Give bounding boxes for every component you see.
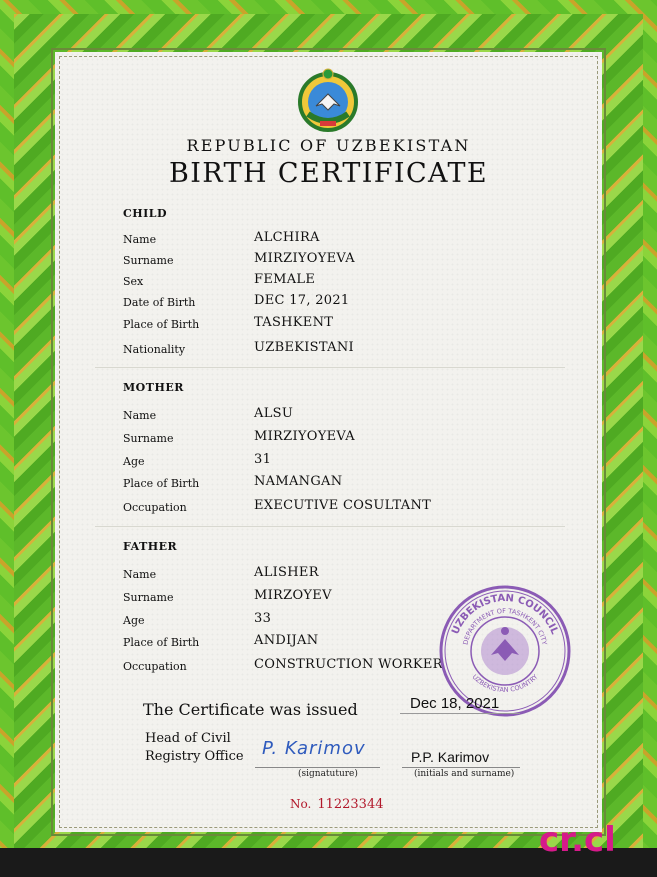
signature-underline [255, 767, 380, 768]
field-value: NAMANGAN [254, 474, 343, 489]
field-label: Place of Birth [123, 477, 200, 490]
field-label: Age [123, 614, 145, 627]
section-mother: MOTHER [123, 381, 184, 394]
field-label: Name [123, 409, 157, 422]
issued-text: The Certificate was issued [143, 700, 358, 719]
number-prefix: No. [290, 797, 312, 811]
field-value: MIRZIYOYEVA [254, 251, 355, 266]
seal-bottom-text: UZBEKISTAN COUNTRY [470, 672, 540, 694]
field-value: ALSU [254, 406, 294, 421]
field-value: 31 [254, 452, 272, 467]
field-label: Surname [123, 432, 174, 445]
field-value: ALCHIRA [254, 230, 320, 245]
field-label: Date of Birth [123, 296, 196, 309]
field-label: Place of Birth [123, 318, 200, 331]
field-label: Surname [123, 591, 174, 604]
field-label: Name [123, 233, 157, 246]
section-father: FATHER [123, 540, 178, 553]
state-emblem-icon [294, 66, 362, 134]
certificate-number [290, 797, 384, 812]
field-value: TASHKENT [254, 315, 334, 330]
republic-heading: REPUBLIC OF UZBEKISTAN [186, 136, 471, 155]
field-label: Place of Birth [123, 636, 200, 649]
section-divider [95, 526, 565, 527]
field-label: Surname [123, 254, 174, 267]
field-value: EXECUTIVE COSULTANT [254, 498, 432, 513]
field-value: 33 [254, 611, 272, 626]
head-line-2: Registry Office [145, 749, 244, 764]
field-label: Occupation [123, 660, 187, 673]
signature-caption: (signatuture) [298, 769, 358, 779]
field-value: MIRZIYOYEVA [254, 429, 355, 444]
certificate-title: BIRTH CERTIFICATE [169, 158, 488, 189]
seal-middle-text: DEPARTMENT OF TASHKENT CITY [461, 606, 549, 646]
field-value: UZBEKISTANI [254, 340, 354, 355]
field-value: MIRZOYEV [254, 588, 332, 603]
field-value: FEMALE [254, 272, 316, 287]
field-value: CONSTRUCTION WORKER [254, 657, 443, 672]
number-value: 11223344 [317, 797, 384, 812]
field-value: ANDIJAN [254, 633, 319, 648]
head-line-1: Head of Civil [145, 731, 231, 746]
field-value: ALISHER [254, 565, 319, 580]
field-value: DEC 17, 2021 [254, 293, 350, 308]
watermark-text: cr.cl [539, 820, 616, 860]
signature: P. Karimov [262, 738, 366, 759]
section-divider [95, 367, 565, 368]
initials-surname: P.P. Karimov [411, 749, 490, 765]
field-label: Sex [123, 275, 144, 288]
seal-top-text: UZBEKISTAN COUNCIL [450, 592, 560, 637]
field-label: Nationality [123, 343, 186, 356]
section-child: CHILD [123, 207, 168, 220]
initials-underline [402, 767, 520, 768]
initials-caption: (initials and surname) [414, 769, 515, 779]
field-label: Occupation [123, 501, 187, 514]
field-label: Name [123, 568, 157, 581]
issue-date: Dec 18, 2021 [410, 695, 500, 712]
field-label: Age [123, 455, 145, 468]
date-underline [400, 713, 520, 714]
